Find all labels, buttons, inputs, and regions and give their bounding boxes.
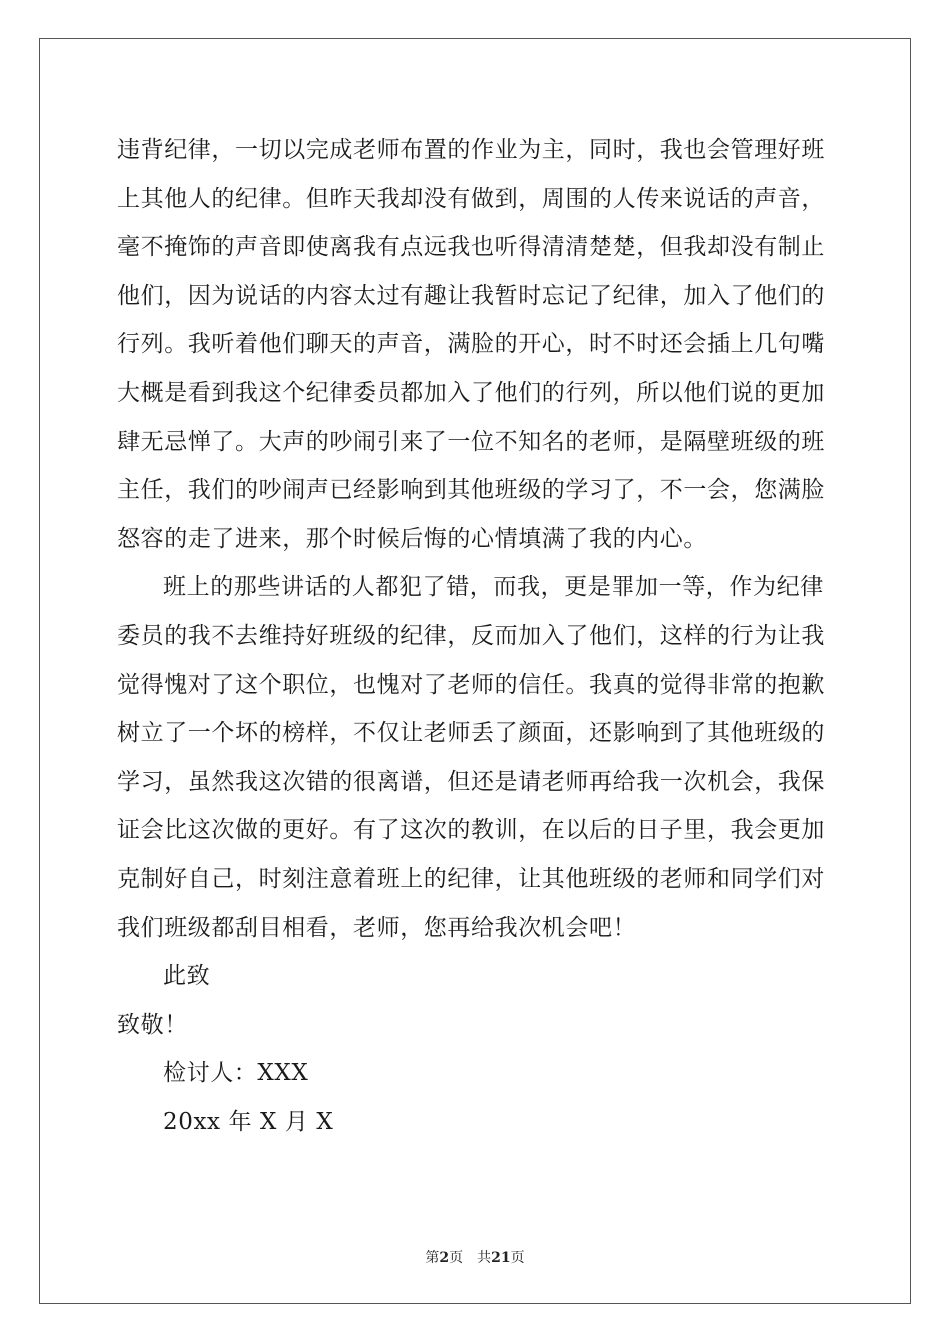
signer-line: 检讨人：XXX [163, 1060, 309, 1087]
document-body [117, 126, 837, 1146]
paragraph-line: 怒容的走了进来，那个时候后悔的心情填满了我的内心。 [117, 525, 707, 552]
paragraph-line: 班上的那些讲话的人都犯了错，而我，更是罪加一等，作为纪律 [163, 574, 824, 601]
closing-greeting: 此致 [163, 963, 211, 990]
paragraph-line: 上其他人的纪律。但昨天我却没有做到，周围的人传来说话的声音， [117, 185, 825, 212]
paragraph-line: 主任，我们的吵闹声已经影响到其他班级的学习了，不一会，您满脸 [117, 477, 825, 504]
total-suffix: 页 [510, 1250, 525, 1266]
paragraph-line: 觉得愧对了这个职位，也愧对了老师的信任。我真的觉得非常的抱歉 [117, 671, 825, 698]
closing-salute: 致敬！ [117, 1011, 188, 1038]
page-footer [0, 1247, 950, 1267]
paragraph-line: 行列。我听着他们聊天的声音，满脸的开心，时不时还会插上几句嘴 [117, 331, 825, 358]
paragraph-line: 违背纪律，一切以完成老师布置的作业为主，同时，我也会管理好班 [117, 137, 825, 163]
paragraph-line: 学习，虽然我这次错的很离谱，但还是请老师再给我一次机会，我保 [117, 768, 825, 795]
paragraph-line: 克制好自己，时刻注意着班上的纪律，让其他班级的老师和同学们对 [117, 865, 825, 892]
paragraph-line: 树立了一个坏的榜样，不仅让老师丢了颜面，还影响到了其他班级的 [117, 720, 825, 747]
paragraph-line: 毫不掩饰的声音即使离我有点远我也听得清清楚楚，但我却没有制止 [117, 234, 825, 261]
total-prefix: 共 [477, 1250, 492, 1266]
paragraph-line: 委员的我不去维持好班级的纪律，反而加入了他们，这样的行为让我 [117, 622, 825, 649]
paragraph-line: 肆无忌惮了。大声的吵闹引来了一位不知名的老师，是隔壁班级的班 [117, 428, 825, 455]
total-pages: 21 [491, 1250, 511, 1266]
page-suffix: 页 [449, 1250, 464, 1266]
paragraph-line: 他们，因为说话的内容太过有趣让我暂时忘记了纪律，加入了他们的 [117, 282, 825, 309]
paragraph-line: 证会比这次做的更好。有了这次的教训，在以后的日子里，我会更加 [117, 817, 825, 844]
page-prefix: 第 [425, 1250, 440, 1266]
page-number: 2 [439, 1250, 450, 1266]
paragraph-line: 大概是看到我这个纪律委员都加入了他们的行列，所以他们说的更加 [117, 379, 825, 406]
paragraph-line: 我们班级都刮目相看，老师，您再给我次机会吧！ [117, 914, 637, 941]
date-line: 20xx 年 X 月 X [163, 1108, 334, 1135]
